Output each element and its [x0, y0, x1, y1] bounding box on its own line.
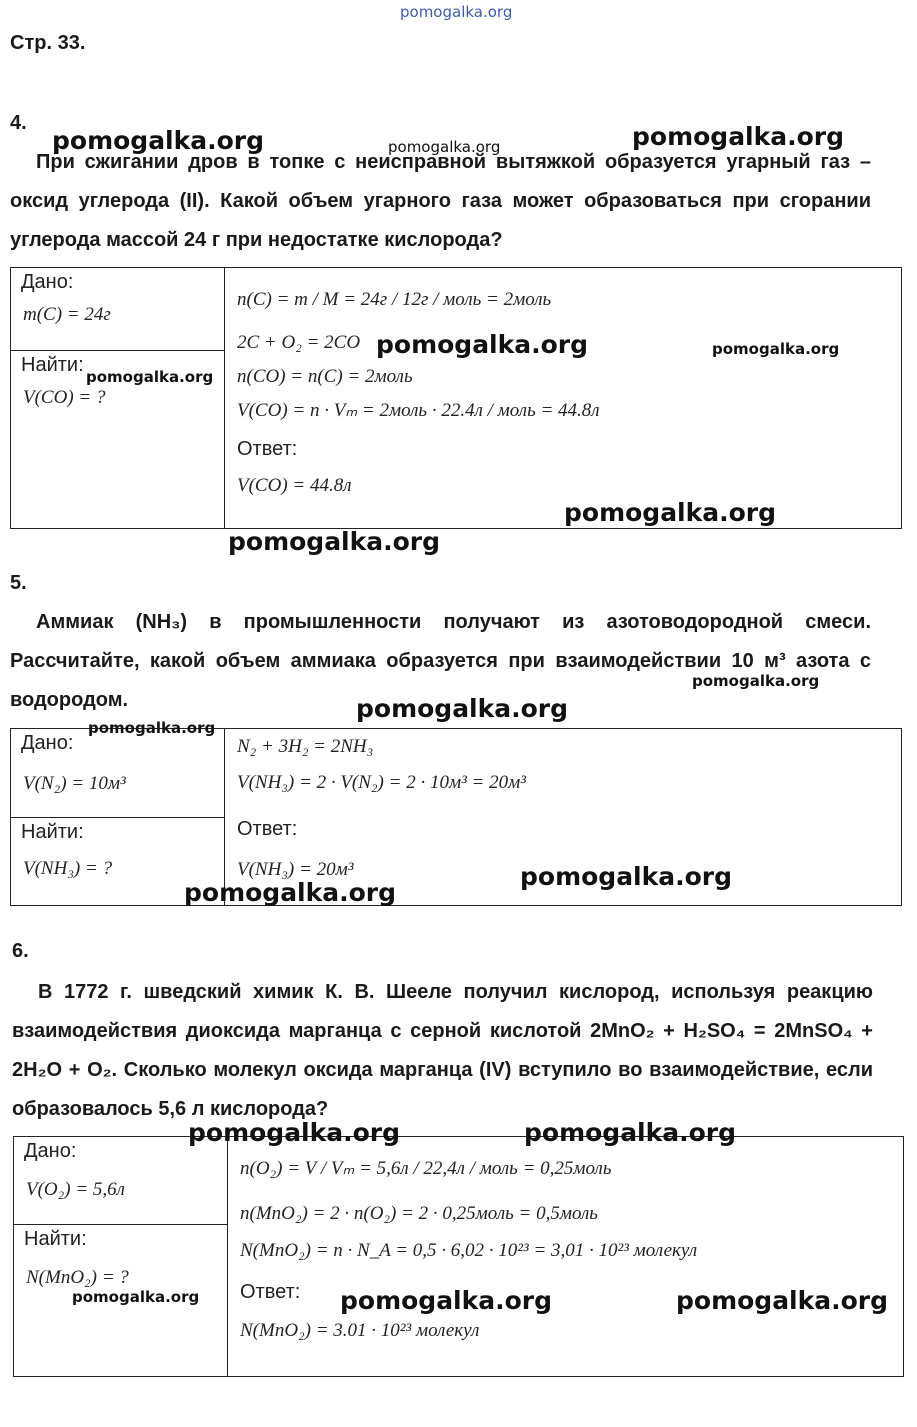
find-value: V(NH₃) = ? — [23, 858, 113, 879]
solution-line: V(NH₃) = 2 · V(N₂) = 2 · 10м³ = 20м³ — [237, 772, 526, 793]
problem-6-number: 6. — [12, 940, 29, 962]
problem-4-text: При сжигании дров в топке с неисправной вытяжкой образуется угарный газ – оксид углерода (II). Какой объем угарного газа может образоваться при сгорании углерода массой 24 г при недостатке кислорода? — [10, 151, 871, 251]
answer-value: N(MnO₂) = 3.01 · 10²³ молекул — [240, 1320, 480, 1341]
solution-line: n(O₂) = V / Vₘ = 5,6л / 22,4л / моль = 0,25моль — [240, 1158, 612, 1179]
watermark: pomogalka.org — [632, 122, 845, 151]
watermark: pomogalka.org — [184, 878, 397, 907]
watermark: pomogalka.org — [692, 672, 820, 690]
page-reference: Стр. 33. — [10, 32, 86, 54]
solution-line: 2C + O₂ = 2CO — [237, 332, 361, 353]
solution-line: n(C) = m / M = 24г / 12г / моль = 2моль — [237, 289, 552, 310]
problem-5-text: Аммиак (NH₃) в промышленности получают из азотоводородной смеси. Рассчитайте, какой объем аммиака образуется при взаимодействии 10 м³ азота с водородом. — [10, 611, 871, 711]
watermark: pomogalka.org — [340, 1286, 553, 1315]
watermark: pomogalka.org — [72, 1288, 200, 1306]
given-value: m(C) = 24г — [23, 304, 111, 325]
given-label: Дано: — [21, 732, 74, 754]
problem-4-solution-table — [10, 267, 902, 529]
watermark: pomogalka.org — [356, 694, 569, 723]
solution-line: N₂ + 3H₂ = 2NH₃ — [237, 736, 374, 757]
watermark: pomogalka.org — [52, 126, 265, 155]
solution-line: n(CO) = n(C) = 2моль — [237, 366, 413, 387]
problem-6-solution-table — [13, 1136, 904, 1377]
watermark: pomogalka.org — [676, 1286, 889, 1315]
watermark: pomogalka.org — [524, 1118, 737, 1147]
solution-cell — [228, 1137, 904, 1377]
given-value: V(N₂) = 10м³ — [23, 773, 126, 794]
watermark: pomogalka.org — [86, 368, 214, 386]
watermark: pomogalka.org — [388, 138, 501, 156]
watermark: pomogalka.org — [376, 330, 589, 359]
solution-cell — [225, 268, 902, 529]
find-label: Найти: — [21, 354, 84, 376]
watermark: pomogalka.org — [228, 527, 441, 556]
answer-label: Ответ: — [237, 438, 298, 460]
solution-line: V(CO) = n · Vₘ = 2моль · 22.4л / моль = 44.8л — [237, 400, 600, 421]
find-value: N(MnO₂) = ? — [26, 1267, 129, 1288]
find-label: Найти: — [24, 1228, 87, 1250]
watermark: pomogalka.org — [188, 1118, 401, 1147]
watermark: pomogalka.org — [88, 719, 216, 737]
problem-6-text: В 1772 г. шведский химик К. В. Шееле получил кислород, используя реакцию взаимодействия диоксида марганца с серной кислотой 2MnO₂ + H₂SO₄ = 2MnSO₄ + 2H₂O + O₂. Сколько молекул оксида марганца (IV) вступило во взаимодействие, если образовалось 5,6 л кислорода? — [12, 981, 873, 1120]
site-watermark-top: pomogalka.org — [400, 3, 513, 21]
problem-5-solution-table — [10, 728, 902, 906]
given-label: Дано: — [24, 1140, 77, 1162]
answer-label: Ответ: — [240, 1281, 301, 1303]
given-cell — [11, 729, 225, 818]
problem-4-number: 4. — [10, 112, 27, 134]
watermark: pomogalka.org — [564, 498, 777, 527]
answer-value: V(NH₃) = 20м³ — [237, 859, 354, 880]
given-label: Дано: — [21, 271, 74, 293]
problem-5-number: 5. — [10, 572, 27, 594]
find-value: V(CO) = ? — [23, 387, 106, 408]
given-value: V(O₂) = 5,6л — [26, 1179, 125, 1200]
watermark: pomogalka.org — [520, 862, 733, 891]
solution-line: n(MnO₂) = 2 · n(O₂) = 2 · 0,25моль = 0,5моль — [240, 1203, 598, 1224]
given-cell — [14, 1137, 228, 1225]
solution-line: N(MnO₂) = n · N_A = 0,5 · 6,02 · 10²³ = 3,01 · 10²³ молекул — [240, 1240, 698, 1261]
answer-label: Ответ: — [237, 818, 298, 840]
answer-value: V(CO) = 44.8л — [237, 475, 352, 496]
find-label: Найти: — [21, 821, 84, 843]
given-cell — [11, 268, 225, 351]
watermark: pomogalka.org — [712, 340, 840, 358]
